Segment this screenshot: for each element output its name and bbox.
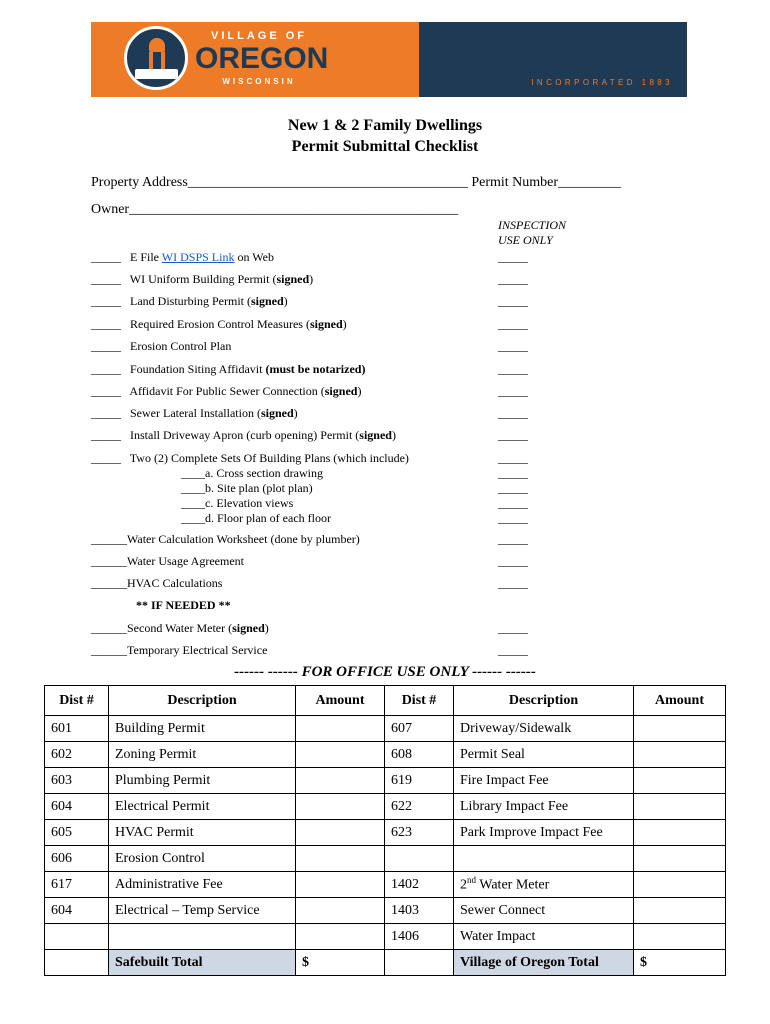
description-cell: Zoning Permit bbox=[109, 742, 296, 768]
description-cell bbox=[109, 924, 296, 950]
blank-line: ______ bbox=[91, 576, 127, 590]
item-emphasis: signed bbox=[260, 406, 294, 420]
item-text: Sewer Lateral Installation ( bbox=[130, 406, 261, 420]
blank-line: _____ bbox=[91, 250, 121, 264]
blank-line: _____ bbox=[91, 317, 121, 331]
amount-cell[interactable] bbox=[634, 872, 726, 898]
banner-oregon: OREGON bbox=[195, 42, 329, 75]
checklist-item bbox=[91, 250, 274, 265]
item-text-end: ) bbox=[391, 428, 396, 442]
checklist-item bbox=[91, 451, 409, 466]
village-total: Village of Oregon Total bbox=[454, 950, 634, 976]
header-amount: Amount bbox=[634, 686, 726, 716]
description-cell: Electrical Permit bbox=[109, 794, 296, 820]
ordinal-suffix: nd bbox=[467, 875, 476, 886]
fee-row bbox=[45, 768, 726, 794]
checklist-item bbox=[91, 643, 267, 658]
amount-cell[interactable] bbox=[634, 846, 726, 872]
dist-cell: 1403 bbox=[385, 898, 454, 924]
description-cell: Permit Seal bbox=[454, 742, 634, 768]
item-text: Erosion Control Plan bbox=[130, 339, 232, 353]
amount-cell[interactable] bbox=[296, 716, 385, 742]
water-tower-logo-icon bbox=[124, 26, 188, 90]
inspection-blank[interactable]: _____ bbox=[498, 406, 528, 420]
checklist-item bbox=[91, 384, 361, 399]
dist-cell: 602 bbox=[45, 742, 109, 768]
property-address-field[interactable]: Property Address________________________________________ Permit Number_________ bbox=[91, 175, 622, 190]
dist-cell: 603 bbox=[45, 768, 109, 794]
item-text-end: ) bbox=[357, 384, 362, 398]
item-text-end: on Web bbox=[234, 250, 274, 264]
dist-cell: 606 bbox=[45, 846, 109, 872]
item-emphasis: signed bbox=[359, 428, 392, 442]
amount-cell[interactable] bbox=[634, 742, 726, 768]
inspection-blank[interactable]: _____ bbox=[498, 554, 528, 568]
inspection-blank[interactable]: _____ bbox=[498, 384, 528, 398]
checklist-item bbox=[91, 532, 360, 547]
item-emphasis: (must be notarized) bbox=[265, 362, 366, 376]
description-cell: Sewer Connect bbox=[454, 898, 634, 924]
checklist-item bbox=[91, 272, 313, 287]
if-needed-heading: ** IF NEEDED ** bbox=[136, 598, 231, 612]
dist-cell: 608 bbox=[385, 742, 454, 768]
safebuilt-total: Safebuilt Total bbox=[109, 950, 296, 976]
amount-cell[interactable]: $ bbox=[634, 950, 726, 976]
blank-line: ______ bbox=[91, 532, 127, 546]
item-text: E File bbox=[130, 250, 162, 264]
description-cell: Building Permit bbox=[109, 716, 296, 742]
checklist-item bbox=[91, 406, 298, 421]
item-text: Second Water Meter ( bbox=[127, 621, 233, 635]
blank-line: _____ bbox=[91, 272, 121, 286]
checklist-item bbox=[91, 576, 222, 591]
blank-line: _____ bbox=[91, 362, 121, 376]
inspection-blank[interactable]: _____ bbox=[498, 621, 528, 635]
amount-cell[interactable] bbox=[296, 846, 385, 872]
header-amount: Amount bbox=[296, 686, 385, 716]
blank-line: _____ bbox=[91, 294, 121, 308]
owner-field[interactable]: Owner_______________________________________________ bbox=[91, 202, 459, 217]
doc-subtitle: Permit Submittal Checklist bbox=[291, 138, 479, 155]
blank-line: _____ bbox=[91, 451, 121, 465]
plan-sub-item: ____b. Site plan (plot plan) bbox=[181, 481, 313, 495]
description-cell: Fire Impact Fee bbox=[454, 768, 634, 794]
inspection-blank[interactable]: _____ bbox=[498, 294, 528, 308]
amount-cell[interactable] bbox=[634, 924, 726, 950]
header-dist: Dist # bbox=[385, 686, 454, 716]
banner-wisconsin: WISCONSIN bbox=[222, 77, 296, 86]
header-dist: Dist # bbox=[45, 686, 109, 716]
header-description: Description bbox=[454, 686, 634, 716]
inspection-blank[interactable]: _____ bbox=[498, 428, 528, 442]
amount-cell[interactable] bbox=[634, 768, 726, 794]
inspection-blank[interactable]: _____ bbox=[498, 466, 528, 480]
plan-sub-item: ____d. Floor plan of each floor bbox=[181, 511, 331, 525]
item-text: Two (2) Complete Sets Of Building Plans (which include) bbox=[129, 451, 409, 465]
inspection-blank[interactable]: _____ bbox=[498, 643, 528, 657]
amount-cell[interactable] bbox=[634, 716, 726, 742]
description-cell: HVAC Permit bbox=[109, 820, 296, 846]
item-text-end: ) bbox=[283, 294, 288, 308]
item-text-end: ) bbox=[293, 406, 298, 420]
blank-line: _____ bbox=[91, 428, 121, 442]
item-text: Required Erosion Control Measures ( bbox=[130, 317, 310, 331]
doc-title: New 1 & 2 Family Dwellings bbox=[287, 117, 483, 134]
blank-line: _____ bbox=[91, 384, 121, 398]
fee-row bbox=[45, 924, 726, 950]
dist-cell: 1406 bbox=[385, 924, 454, 950]
item-text: Affidavit For Public Sewer Connection ( bbox=[129, 384, 325, 398]
item-text-end: ) bbox=[264, 621, 269, 635]
checklist-item bbox=[91, 554, 244, 569]
office-use-heading: ------ ------ FOR OFFICE USE ONLY ------ ------ bbox=[234, 664, 536, 680]
item-emphasis: signed bbox=[232, 621, 265, 635]
amount-cell[interactable] bbox=[634, 794, 726, 820]
item-text: Water Usage Agreement bbox=[127, 554, 244, 568]
dist-cell: 605 bbox=[45, 820, 109, 846]
checklist-item bbox=[91, 339, 231, 354]
fee-table-header bbox=[45, 686, 726, 716]
amount-cell[interactable] bbox=[296, 794, 385, 820]
header-description: Description bbox=[109, 686, 296, 716]
item-text: Foundation Siting Affidavit bbox=[130, 362, 266, 376]
checklist-item bbox=[91, 317, 347, 332]
inspection-blank[interactable]: _____ bbox=[498, 481, 528, 495]
plan-sub-item: ____a. Cross section drawing bbox=[181, 466, 323, 480]
inspection-header-line: INSPECTION bbox=[498, 218, 567, 232]
fee-row bbox=[45, 846, 726, 872]
item-emphasis: signed bbox=[324, 384, 358, 398]
item-text: Install Driveway Apron (curb opening) Permit ( bbox=[130, 428, 360, 442]
description-cell bbox=[454, 846, 634, 872]
item-text: Land Disturbing Permit ( bbox=[130, 294, 251, 308]
description-cell: Library Impact Fee bbox=[454, 794, 634, 820]
dist-cell bbox=[45, 924, 109, 950]
dist-cell: 601 bbox=[45, 716, 109, 742]
description-cell: Water Impact bbox=[454, 924, 634, 950]
item-text: Water Calculation Worksheet (done by plumber) bbox=[127, 532, 360, 546]
description-cell: 2nd Water Meter bbox=[454, 872, 634, 898]
dist-cell: 604 bbox=[45, 794, 109, 820]
inspection-blank[interactable]: _____ bbox=[498, 511, 528, 525]
inspection-blank[interactable]: _____ bbox=[498, 317, 528, 331]
blank-line: ______ bbox=[91, 554, 127, 568]
wi-dsps-link[interactable]: WI DSPS Link bbox=[161, 250, 235, 264]
item-text: WI Uniform Building Permit ( bbox=[129, 272, 277, 286]
item-emphasis: signed bbox=[309, 317, 343, 331]
dist-cell: 607 bbox=[385, 716, 454, 742]
inspection-blank[interactable]: _____ bbox=[498, 532, 528, 546]
inspection-blank[interactable]: _____ bbox=[498, 250, 528, 264]
description-cell: Erosion Control bbox=[109, 846, 296, 872]
village-banner bbox=[91, 22, 687, 97]
dist-cell: 619 bbox=[385, 768, 454, 794]
amount-cell[interactable] bbox=[296, 898, 385, 924]
dist-cell bbox=[385, 950, 454, 976]
description-cell: Driveway/Sidewalk bbox=[454, 716, 634, 742]
item-text: HVAC Calculations bbox=[127, 576, 223, 590]
amount-cell[interactable] bbox=[296, 742, 385, 768]
plan-sub-item: ____c. Elevation views bbox=[181, 496, 294, 510]
inspection-header-line: USE ONLY bbox=[498, 233, 553, 247]
checklist-item bbox=[91, 294, 288, 309]
inspection-blank[interactable]: _____ bbox=[498, 451, 528, 465]
fee-row bbox=[45, 820, 726, 846]
checklist-item bbox=[91, 428, 396, 443]
amount-cell[interactable] bbox=[296, 924, 385, 950]
inspection-blank[interactable]: _____ bbox=[498, 362, 528, 376]
item-emphasis: signed bbox=[250, 294, 284, 308]
banner-incorporated: INCORPORATED 1883 bbox=[531, 78, 673, 87]
inspection-blank[interactable]: _____ bbox=[498, 272, 528, 286]
item-emphasis: signed bbox=[276, 272, 310, 286]
fee-row bbox=[45, 716, 726, 742]
amount-cell[interactable] bbox=[296, 820, 385, 846]
dist-cell: 617 bbox=[45, 872, 109, 898]
dist-cell: 622 bbox=[385, 794, 454, 820]
dist-cell: 604 bbox=[45, 898, 109, 924]
fee-table bbox=[44, 685, 726, 976]
description-cell: Park Improve Impact Fee bbox=[454, 820, 634, 846]
blank-line: ______ bbox=[91, 643, 127, 657]
blank-line: _____ bbox=[91, 339, 121, 353]
amount-cell[interactable] bbox=[634, 820, 726, 846]
amount-cell[interactable] bbox=[296, 768, 385, 794]
amount-cell[interactable] bbox=[296, 872, 385, 898]
inspection-header bbox=[498, 218, 566, 248]
description-cell: Electrical – Temp Service bbox=[109, 898, 296, 924]
description-cell: Plumbing Permit bbox=[109, 768, 296, 794]
dist-cell bbox=[45, 950, 109, 976]
checklist-item bbox=[91, 621, 269, 636]
item-text-end: ) bbox=[342, 317, 347, 331]
checklist-item bbox=[91, 362, 365, 377]
blank-line: ______ bbox=[91, 621, 127, 635]
fee-row bbox=[45, 742, 726, 768]
blank-line: _____ bbox=[91, 406, 121, 420]
description-cell: Administrative Fee bbox=[109, 872, 296, 898]
amount-cell[interactable] bbox=[634, 898, 726, 924]
fee-row bbox=[45, 794, 726, 820]
fee-row bbox=[45, 872, 726, 898]
inspection-blank[interactable]: _____ bbox=[498, 576, 528, 590]
dist-cell: 623 bbox=[385, 820, 454, 846]
total-row bbox=[45, 950, 726, 976]
fee-row bbox=[45, 898, 726, 924]
banner-village-of: VILLAGE OF bbox=[211, 30, 307, 42]
amount-cell[interactable]: $ bbox=[296, 950, 385, 976]
item-text: Temporary Electrical Service bbox=[127, 643, 268, 657]
dist-cell bbox=[385, 846, 454, 872]
inspection-blank[interactable]: _____ bbox=[498, 339, 528, 353]
inspection-blank[interactable]: _____ bbox=[498, 496, 528, 510]
item-text-end: ) bbox=[309, 272, 314, 286]
dist-cell: 1402 bbox=[385, 872, 454, 898]
